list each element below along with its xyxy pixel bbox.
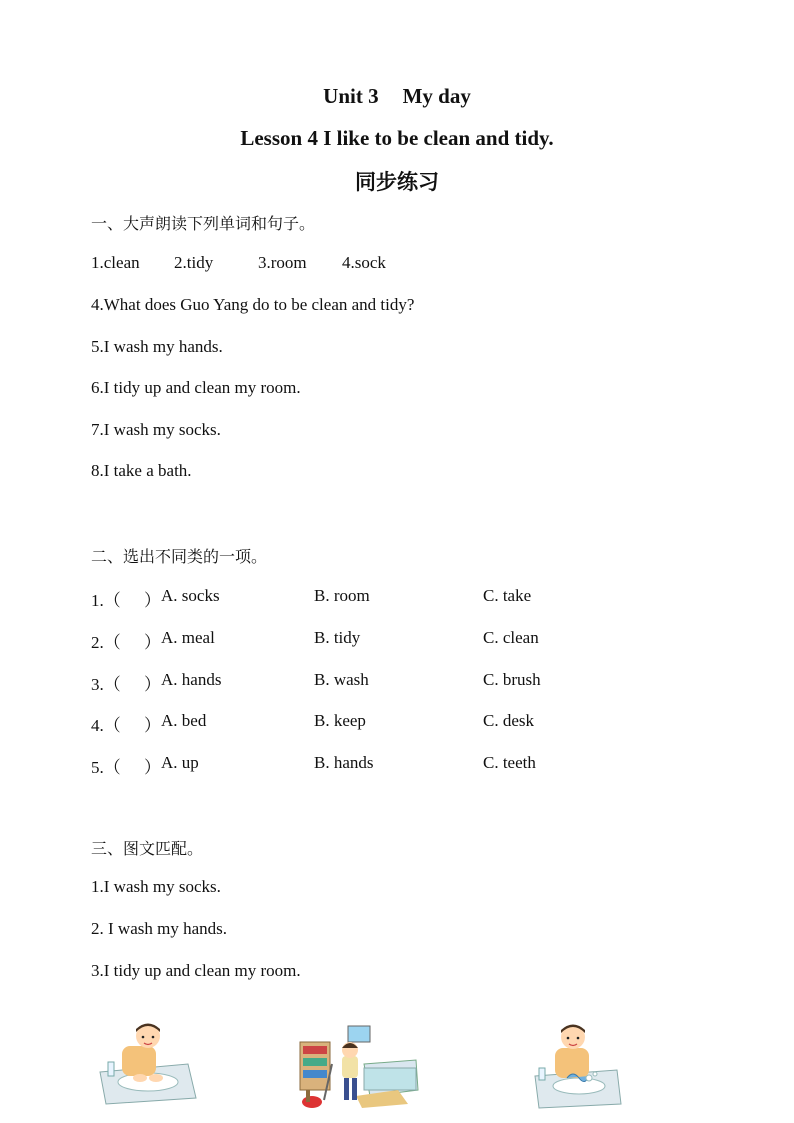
answer-blank-close: ）	[144, 758, 161, 777]
word-item: 2.tidy	[174, 253, 214, 272]
word-item: 3.room	[258, 253, 307, 272]
option-b: B. tidy	[314, 628, 361, 647]
option-a: A. bed	[161, 711, 207, 730]
sentence-line: 7.I wash my socks.	[91, 420, 221, 439]
unit-name: My day	[402, 84, 471, 108]
unit-title	[0, 84, 794, 109]
word-item: 4.sock	[342, 253, 386, 272]
boy-washing-socks-illustration	[533, 1020, 623, 1110]
option-b: B. keep	[314, 711, 366, 730]
question-row	[91, 753, 691, 777]
question-row	[91, 586, 691, 610]
question-number: 3.（	[91, 675, 121, 694]
section1-heading: 一、大声朗读下列单词和句子。	[91, 214, 316, 233]
sentence-line: 5.I wash my hands.	[91, 337, 223, 356]
question-number: 1.（	[91, 591, 121, 610]
answer-blank-close: ）	[144, 675, 161, 694]
option-c: C. teeth	[483, 753, 536, 772]
option-a: A. up	[161, 753, 199, 772]
boy-washing-hands-illustration	[98, 1020, 198, 1105]
boy-cleaning-room-illustration	[298, 1024, 420, 1110]
section2-heading: 二、选出不同类的一项。	[91, 547, 268, 566]
option-b: B. wash	[314, 670, 369, 689]
sentence-line: 8.I take a bath.	[91, 461, 192, 480]
question-number: 4.（	[91, 716, 121, 735]
sentence-line: 4.What does Guo Yang do to be clean and tidy?	[91, 295, 415, 314]
option-a: A. meal	[161, 628, 215, 647]
worksheet-subtitle: 同步练习	[355, 170, 439, 194]
option-c: C. take	[483, 586, 532, 605]
answer-blank-close: ）	[144, 716, 161, 735]
question-row	[91, 628, 691, 652]
option-a: A. hands	[161, 670, 222, 689]
option-a: A. socks	[161, 586, 220, 605]
match-sentence: 3.I tidy up and clean my room.	[91, 961, 301, 980]
option-c: C. clean	[483, 628, 539, 647]
lesson-title: Lesson 4 I like to be clean and tidy.	[240, 126, 554, 150]
word-item: 1.clean	[91, 253, 140, 272]
match-sentence: 1.I wash my socks.	[91, 877, 221, 896]
answer-blank-close: ）	[144, 591, 161, 610]
question-row	[91, 670, 691, 694]
section3-heading: 三、图文匹配。	[91, 839, 204, 858]
option-b: B. room	[314, 586, 370, 605]
option-b: B. hands	[314, 753, 374, 772]
answer-blank-close: ）	[144, 633, 161, 652]
option-c: C. brush	[483, 670, 541, 689]
question-number: 5.（	[91, 758, 121, 777]
unit-number: Unit 3	[323, 84, 379, 108]
sentence-line: 6.I tidy up and clean my room.	[91, 378, 301, 397]
match-sentence: 2. I wash my hands.	[91, 919, 227, 938]
question-row	[91, 711, 691, 735]
option-c: C. desk	[483, 711, 534, 730]
question-number: 2.（	[91, 633, 121, 652]
